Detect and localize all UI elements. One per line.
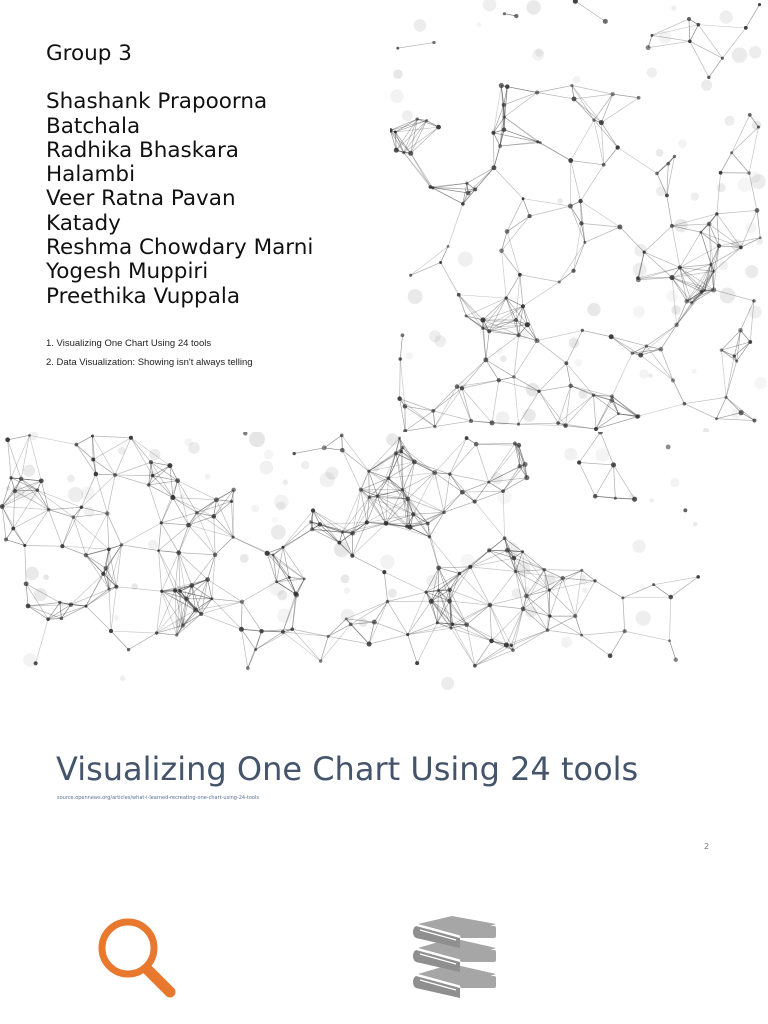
reference-list xyxy=(46,334,253,372)
member-list xyxy=(46,90,376,309)
network-background-graphic xyxy=(390,0,768,432)
reference-item: 1. Visualizing One Chart Using 24 tools xyxy=(46,338,212,349)
search-icon xyxy=(94,916,178,1000)
page-number: 2 xyxy=(704,842,710,851)
member-name: Katady xyxy=(46,210,121,236)
slide-2 xyxy=(0,432,768,864)
member-name: Halambi xyxy=(46,162,136,188)
books-icon xyxy=(410,916,500,1000)
member-name: Preethika Vuppala xyxy=(46,283,241,309)
title-block xyxy=(46,42,376,309)
member-name: Reshma Chowdary Marni xyxy=(46,235,314,261)
source-link[interactable]: source.opennews.org/articles/what-i-learned-recreating-one-chart-using-24-tools xyxy=(57,795,259,801)
member-name: Batchala xyxy=(46,113,141,139)
slide-1 xyxy=(0,0,768,432)
member-name: Radhika Bhaskara xyxy=(46,137,239,163)
member-name: Yogesh Muppiri xyxy=(46,259,209,285)
network-background-graphic xyxy=(0,432,768,692)
member-name: Shashank Prapoorna xyxy=(46,89,268,115)
group-name: Group 3 xyxy=(46,41,132,66)
reference-item: 2. Data Visualization: Showing isn't always telling xyxy=(46,357,253,368)
slide-3 xyxy=(0,864,768,1024)
member-name: Veer Ratna Pavan xyxy=(46,186,236,212)
slide-title: Visualizing One Chart Using 24 tools xyxy=(56,750,639,788)
